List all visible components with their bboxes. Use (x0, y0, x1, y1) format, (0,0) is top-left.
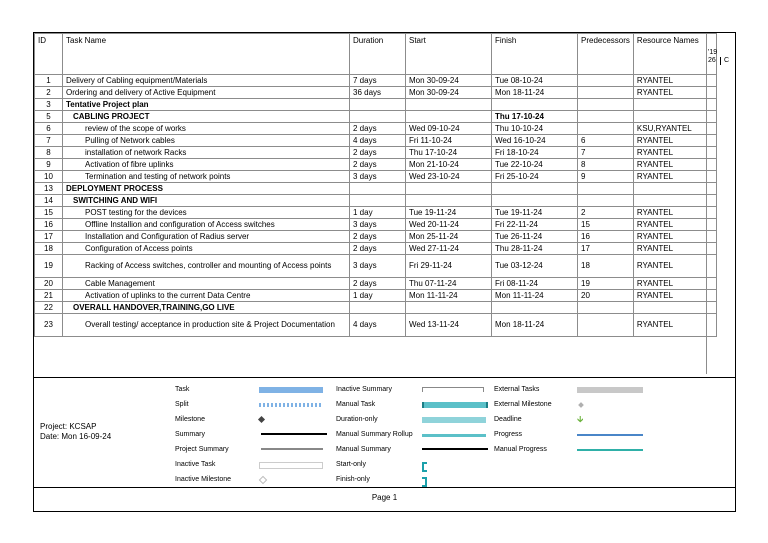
task-duration[interactable]: 2 days (350, 231, 406, 243)
task-predecessors[interactable] (578, 111, 634, 123)
task-id[interactable]: 21 (35, 290, 63, 302)
legend-inactive-milestone-icon (259, 476, 267, 484)
task-row[interactable] (35, 231, 717, 243)
timescale-day: 26 (708, 57, 716, 64)
legend-duration-only-label: Duration-only (336, 416, 378, 423)
task-duration[interactable]: 36 days (350, 87, 406, 99)
legend-inactive-summary-bar (422, 387, 484, 392)
task-row[interactable] (35, 314, 717, 337)
legend-inactive-task-label: Inactive Task (175, 461, 216, 468)
task-predecessors[interactable]: 18 (578, 255, 634, 278)
task-predecessors[interactable]: 8 (578, 159, 634, 171)
task-start[interactable] (406, 99, 492, 111)
task-finish[interactable]: Tue 22-10-24 (492, 159, 578, 171)
task-name[interactable]: SWITCHING AND WIFI (63, 195, 350, 207)
task-start[interactable]: Wed 20-11-24 (406, 219, 492, 231)
task-start[interactable]: Fri 11-10-24 (406, 135, 492, 147)
legend-start-only-label: Start-only (336, 461, 366, 468)
project-date: Date: Mon 16-09-24 (40, 432, 112, 441)
col-header-duration[interactable]: Duration (350, 34, 406, 75)
task-id[interactable]: 3 (35, 99, 63, 111)
task-id[interactable]: 7 (35, 135, 63, 147)
task-duration[interactable]: 2 days (350, 123, 406, 135)
legend-inactive-milestone-label: Inactive Milestone (175, 476, 232, 483)
task-finish[interactable] (492, 99, 578, 111)
task-row[interactable] (35, 135, 717, 147)
task-finish[interactable]: Thu 10-10-24 (492, 123, 578, 135)
task-start[interactable]: Tue 19-11-24 (406, 207, 492, 219)
legend-deadline-label: Deadline (494, 416, 522, 423)
col-header-finish[interactable]: Finish (492, 34, 578, 75)
project-info (40, 422, 111, 442)
task-name[interactable]: Delivery of Cabling equipment/Materials (63, 75, 350, 87)
task-id[interactable]: 20 (35, 278, 63, 290)
task-finish[interactable]: Fri 08-11-24 (492, 278, 578, 290)
task-duration[interactable] (350, 195, 406, 207)
legend-manual-summary-bar (422, 448, 488, 450)
legend-manual-task-bar (422, 402, 488, 408)
task-resource-names[interactable]: RYANTEL (633, 278, 716, 290)
task-name[interactable]: CABLING PROJECT (63, 111, 350, 123)
col-header-predecessors[interactable]: Predecessors (578, 34, 634, 75)
task-finish[interactable]: Mon 18-11-24 (492, 87, 578, 99)
task-id[interactable]: 9 (35, 159, 63, 171)
task-predecessors[interactable] (578, 183, 634, 195)
task-row[interactable] (35, 159, 717, 171)
task-predecessors[interactable]: 9 (578, 171, 634, 183)
task-start[interactable]: Thu 17-10-24 (406, 147, 492, 159)
gantt-page (33, 32, 736, 512)
task-start[interactable]: Wed 23-10-24 (406, 171, 492, 183)
task-start[interactable]: Fri 29-11-24 (406, 255, 492, 278)
legend-inactive-task-bar (259, 462, 323, 469)
task-resource-names[interactable]: RYANTEL (633, 290, 716, 302)
task-start[interactable] (406, 302, 492, 314)
task-duration[interactable]: 1 day (350, 207, 406, 219)
task-name[interactable]: DEPLOYMENT PROCESS (63, 183, 350, 195)
task-start[interactable]: Mon 30-09-24 (406, 87, 492, 99)
task-resource-names[interactable] (633, 99, 716, 111)
task-name[interactable]: Overall testing/ acceptance in production site & Project Documentation (63, 314, 350, 337)
task-predecessors[interactable] (578, 302, 634, 314)
task-name[interactable]: Cable Management (63, 278, 350, 290)
legend-deadline-arrow-icon: 🡳 (577, 414, 584, 424)
task-name[interactable]: OVERALL HANDOVER,TRAINING,GO LIVE (63, 302, 350, 314)
task-resource-names[interactable]: RYANTEL (633, 135, 716, 147)
legend-external-milestone-label: External Milestone (494, 401, 552, 408)
task-name[interactable]: review of the scope of works (63, 123, 350, 135)
task-id[interactable]: 15 (35, 207, 63, 219)
task-resource-names[interactable] (633, 111, 716, 123)
task-id[interactable]: 19 (35, 255, 63, 278)
task-id[interactable]: 1 (35, 75, 63, 87)
task-name[interactable]: Installation and Configuration of Radius server (63, 231, 350, 243)
task-id[interactable]: 14 (35, 195, 63, 207)
task-finish[interactable] (492, 183, 578, 195)
task-id[interactable]: 13 (35, 183, 63, 195)
task-name[interactable]: POST testing for the devices (63, 207, 350, 219)
legend-progress-label: Progress (494, 431, 523, 438)
col-header-id[interactable]: ID (35, 34, 63, 75)
task-row[interactable] (35, 147, 717, 159)
legend-external-tasks-label: External Tasks (494, 386, 540, 393)
task-id[interactable]: 17 (35, 231, 63, 243)
legend-start-only-bracket-icon (422, 462, 427, 472)
task-start[interactable] (406, 183, 492, 195)
task-name[interactable]: Activation of uplinks to the current Data Centre (63, 290, 350, 302)
task-row[interactable] (35, 219, 717, 231)
task-duration[interactable]: 2 days (350, 278, 406, 290)
task-name[interactable]: Termination and testing of network points (63, 171, 350, 183)
task-finish[interactable]: Thu 17-10-24 (492, 111, 578, 123)
page-footer: Page 1 (371, 493, 398, 502)
task-finish[interactable]: Fri 25-10-24 (492, 171, 578, 183)
task-finish[interactable]: Thu 28-11-24 (492, 243, 578, 255)
task-start[interactable]: Thu 07-11-24 (406, 278, 492, 290)
task-predecessors[interactable] (578, 314, 634, 337)
task-finish[interactable] (492, 302, 578, 314)
task-predecessors[interactable] (578, 195, 634, 207)
task-resource-names[interactable]: RYANTEL (633, 243, 716, 255)
task-duration[interactable]: 1 day (350, 290, 406, 302)
task-id[interactable]: 23 (35, 314, 63, 337)
task-finish[interactable]: Tue 26-11-24 (492, 231, 578, 243)
col-header-resource-names[interactable]: Resource Names (633, 34, 716, 75)
task-duration[interactable]: 2 days (350, 243, 406, 255)
task-resource-names[interactable]: RYANTEL (633, 159, 716, 171)
task-resource-names[interactable]: RYANTEL (633, 75, 716, 87)
legend-summary-bar (261, 433, 327, 435)
task-predecessors[interactable]: 16 (578, 231, 634, 243)
task-resource-names[interactable]: RYANTEL (633, 87, 716, 99)
legend-manual-summary-rollup-bar (422, 434, 486, 437)
task-duration[interactable]: 3 days (350, 255, 406, 278)
task-resource-names[interactable]: RYANTEL (633, 219, 716, 231)
task-id[interactable]: 16 (35, 219, 63, 231)
legend-finish-only-bracket-icon (422, 477, 427, 487)
legend-manual-progress-label: Manual Progress (494, 446, 547, 453)
timescale-year: '19 (708, 49, 718, 56)
task-row[interactable] (35, 111, 717, 123)
table-header-row (35, 34, 717, 75)
task-name[interactable]: installation of network Racks (63, 147, 350, 159)
legend (34, 377, 735, 488)
task-duration[interactable] (350, 111, 406, 123)
task-start[interactable]: Wed 13-11-24 (406, 314, 492, 337)
task-predecessors[interactable] (578, 123, 634, 135)
legend-inactive-summary-label: Inactive Summary (336, 386, 393, 393)
task-id[interactable]: 6 (35, 123, 63, 135)
task-predecessors[interactable] (578, 87, 634, 99)
legend-finish-only-label: Finish-only (336, 476, 370, 483)
task-duration[interactable]: 3 days (350, 171, 406, 183)
task-duration[interactable]: 2 days (350, 147, 406, 159)
task-row[interactable] (35, 207, 717, 219)
task-finish[interactable]: Mon 11-11-24 (492, 290, 578, 302)
legend-duration-only-bar (422, 417, 486, 423)
task-name[interactable]: Ordering and delivery of Active Equipment (63, 87, 350, 99)
legend-split-bar (259, 403, 323, 407)
task-start[interactable]: Mon 25-11-24 (406, 231, 492, 243)
task-finish[interactable] (492, 195, 578, 207)
task-id[interactable]: 2 (35, 87, 63, 99)
task-row[interactable] (35, 75, 717, 87)
legend-manual-progress-bar (577, 449, 643, 451)
task-resource-names[interactable]: KSU,RYANTEL (633, 123, 716, 135)
legend-summary-label: Summary (175, 431, 205, 438)
task-predecessors[interactable] (578, 75, 634, 87)
col-header-task-name[interactable]: Task Name (63, 34, 350, 75)
task-name[interactable]: Configuration of Access points (63, 243, 350, 255)
task-row[interactable] (35, 99, 717, 111)
task-finish[interactable]: Tue 19-11-24 (492, 207, 578, 219)
legend-split-label: Split (175, 401, 189, 408)
task-name[interactable]: Pulling of Network cables (63, 135, 350, 147)
task-row[interactable] (35, 123, 717, 135)
task-finish[interactable]: Mon 18-11-24 (492, 314, 578, 337)
col-header-start[interactable]: Start (406, 34, 492, 75)
task-start[interactable]: Mon 21-10-24 (406, 159, 492, 171)
task-duration[interactable]: 7 days (350, 75, 406, 87)
task-row[interactable] (35, 195, 717, 207)
task-finish[interactable]: Fri 18-10-24 (492, 147, 578, 159)
task-finish[interactable]: Fri 22-11-24 (492, 219, 578, 231)
task-duration[interactable] (350, 99, 406, 111)
task-predecessors[interactable]: 2 (578, 207, 634, 219)
timescale-tick (720, 57, 721, 65)
task-duration[interactable]: 2 days (350, 159, 406, 171)
task-name[interactable]: Activation of fibre uplinks (63, 159, 350, 171)
task-row[interactable] (35, 183, 717, 195)
task-id[interactable]: 18 (35, 243, 63, 255)
task-id[interactable]: 22 (35, 302, 63, 314)
task-resource-names[interactable]: RYANTEL (633, 207, 716, 219)
task-predecessors[interactable]: 6 (578, 135, 634, 147)
task-resource-names[interactable]: RYANTEL (633, 171, 716, 183)
task-resource-names[interactable]: RYANTEL (633, 147, 716, 159)
task-duration[interactable] (350, 183, 406, 195)
task-duration[interactable]: 3 days (350, 219, 406, 231)
task-row[interactable] (35, 87, 717, 99)
task-resource-names[interactable] (633, 195, 716, 207)
legend-task-label: Task (175, 386, 190, 393)
task-predecessors[interactable]: 17 (578, 243, 634, 255)
legend-milestone-diamond-icon (258, 416, 265, 423)
project-name: Project: KCSAP (40, 422, 97, 431)
task-predecessors[interactable]: 20 (578, 290, 634, 302)
task-finish[interactable]: Tue 03-12-24 (492, 255, 578, 278)
task-table (34, 33, 717, 337)
task-id[interactable]: 5 (35, 111, 63, 123)
task-row[interactable] (35, 278, 717, 290)
task-row[interactable] (35, 171, 717, 183)
task-start[interactable] (406, 111, 492, 123)
timescale-divider (706, 33, 707, 374)
task-duration[interactable]: 4 days (350, 314, 406, 337)
task-resource-names[interactable]: RYANTEL (633, 255, 716, 278)
legend-external-tasks-bar (577, 387, 643, 393)
task-resource-names[interactable] (633, 302, 716, 314)
task-duration[interactable]: 4 days (350, 135, 406, 147)
task-start[interactable]: Wed 09-10-24 (406, 123, 492, 135)
task-predecessors[interactable] (578, 99, 634, 111)
task-resource-names[interactable] (633, 183, 716, 195)
task-predecessors[interactable]: 19 (578, 278, 634, 290)
legend-manual-summary-rollup-label: Manual Summary Rollup (336, 431, 413, 438)
timescale-next: C (724, 57, 730, 64)
task-predecessors[interactable]: 7 (578, 147, 634, 159)
task-finish[interactable]: Wed 16-10-24 (492, 135, 578, 147)
task-start[interactable] (406, 195, 492, 207)
task-name[interactable]: Offline Installion and configuration of Access switches (63, 219, 350, 231)
legend-task-bar (259, 387, 323, 393)
task-id[interactable]: 8 (35, 147, 63, 159)
legend-manual-task-label: Manual Task (336, 401, 376, 408)
task-start[interactable]: Mon 30-09-24 (406, 75, 492, 87)
task-row[interactable] (35, 290, 717, 302)
task-row[interactable] (35, 255, 717, 278)
task-id[interactable]: 10 (35, 171, 63, 183)
task-resource-names[interactable]: RYANTEL (633, 314, 716, 337)
task-predecessors[interactable]: 15 (578, 219, 634, 231)
legend-manual-summary-label: Manual Summary (336, 446, 391, 453)
legend-milestone-label: Milestone (175, 416, 205, 423)
task-name[interactable]: Tentative Project plan (63, 99, 350, 111)
task-resource-names[interactable]: RYANTEL (633, 231, 716, 243)
task-row[interactable] (35, 243, 717, 255)
legend-external-milestone-icon (578, 402, 584, 408)
task-start[interactable]: Mon 11-11-24 (406, 290, 492, 302)
timescale-header (706, 33, 736, 73)
task-name[interactable]: Racking of Access switches, controller and mounting of Access points (63, 255, 350, 278)
legend-project-summary-label: Project Summary (175, 446, 229, 453)
task-duration[interactable] (350, 302, 406, 314)
legend-progress-bar (577, 434, 643, 436)
task-finish[interactable]: Tue 08-10-24 (492, 75, 578, 87)
task-start[interactable]: Wed 27-11-24 (406, 243, 492, 255)
task-rows (35, 75, 717, 337)
task-row[interactable] (35, 302, 717, 314)
legend-project-summary-bar (261, 448, 323, 450)
